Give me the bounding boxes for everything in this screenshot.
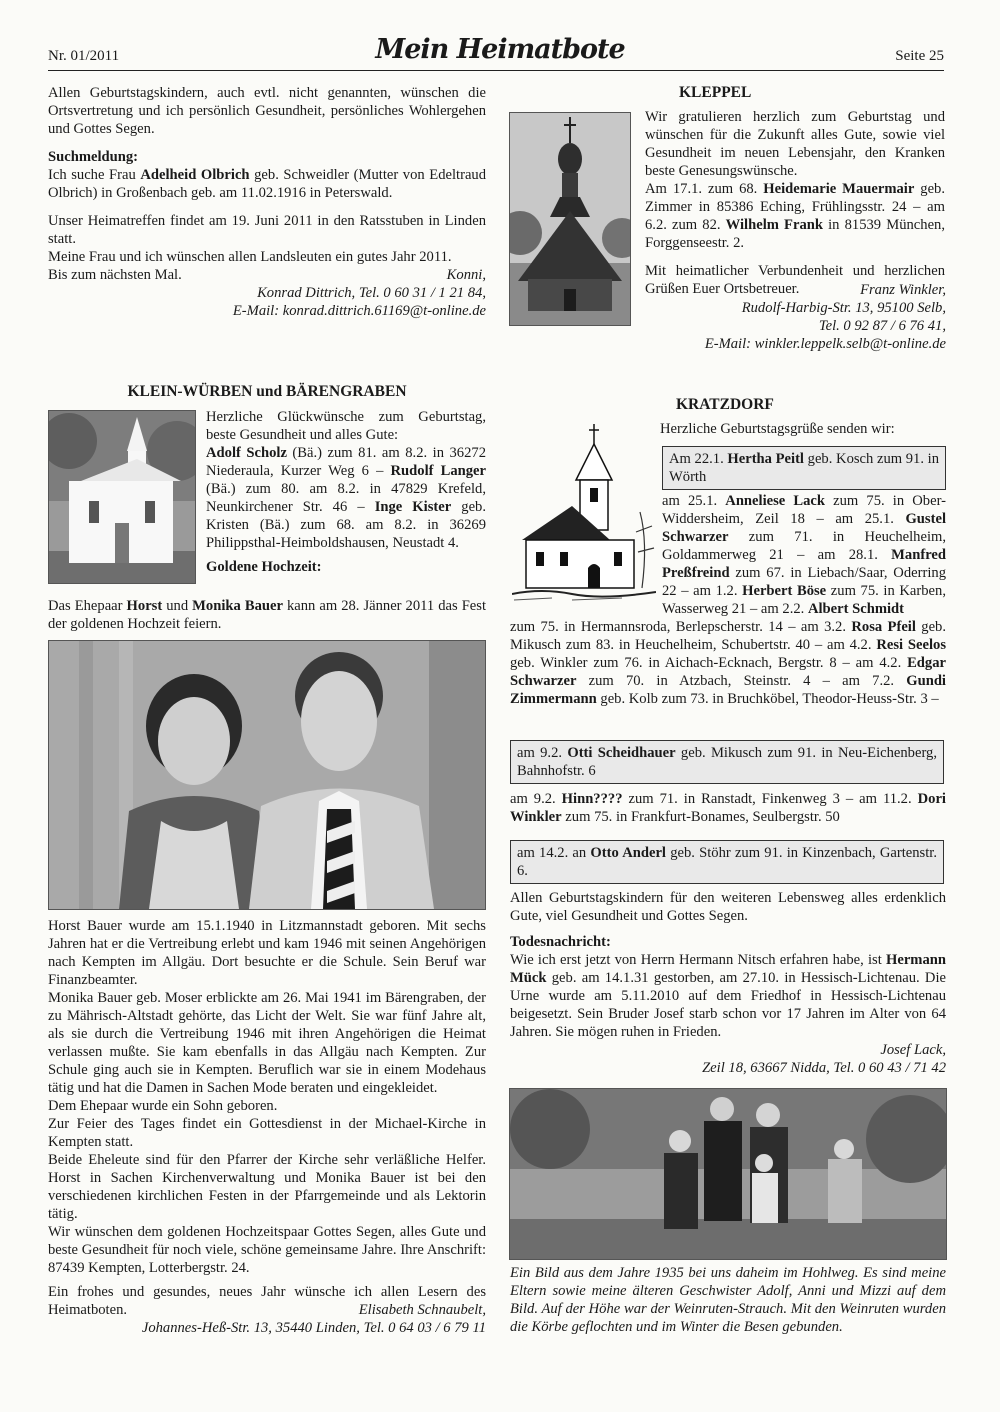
signature-email: E-Mail: konrad.dittrich.61169@t-online.de [232,303,486,319]
family-photo-caption: Ein Bild aus dem Jahre 1935 bei uns daheim im Hohlweg. Es sind meine Eltern sowie meine älteren Geschwister Adolf, Anni und Mizzi auf dem Bild. Auf der Höhe war der Weinruten-Strauch. Mit den Weinruten wurden die Körbe geflochten und im Winter die Besen gebunden. [510,1265,946,1335]
kleppel-sig-street: Rudolf-Harbig-Str. 13, 95100 Selb, [741,300,946,316]
until-text: Bis zum nächsten Mal. [48,267,182,283]
kleppel-closing: Mit heimatlicher Verbundenheit und herzlichen Grüßen Euer Ortsbetreuer. [645,263,945,297]
kratzdorf-list-c: am 9.2. Hinn???? zum 71. in Ranstadt, Finkenweg 3 – am 11.2. Dori Winkler zum 75. in Frankfurt-Bonames, Seulbergstr. 50 [510,791,946,825]
kleppel-section [645,84,945,298]
golden-wedding-intro: Das Ehepaar Horst und Monika Bauer kann am 28. Jänner 2011 das Fest der goldenen Hochzeit feiern. [48,598,487,632]
klein-wuerben-heading: KLEIN-WÜRBEN und BÄRENGRABEN [127,383,407,400]
header-rule [48,70,944,71]
closing-signature: Elisabeth Schnaubelt, [358,1302,486,1318]
bio-monika: Monika Bauer geb. Moser erblickte am 26. Mai 1941 im Bärengraben, der zu Mährisch-Altstadt gehörte, das Licht der Welt. Sie war fünf Jahre alt, als sie durch die Vertreibung 1946 mit ihren Angehörigen die Heimat verlassen mußte. Sie kam ebenfalls in das Allgäu nach Kempten. Zur Schule ging auch sie in Kempten. Beruflich war sie in einem Modehaus tätig und hat die Damen in Sachen Mode beraten und eingekleidet. [48,990,486,1096]
search-paragraph: Ich suche Frau Adelheid Olbrich geb. Schweidler (Mutter von Edeltraud Olbrich) in Großenbach geb. am 11.02.1916 in Peterswald. [48,167,487,201]
church-drawing [512,422,656,604]
wish-paragraph: Meine Frau und ich wünschen allen Landsleuten ein gutes Jahr 2011. [48,249,452,265]
intro-paragraph: Allen Geburtstagskindern, auch evtl. nicht genannten, wünschen die Ortsvertretung und ich persönlich Gesundheit, persönliches Wohlergehen und Gottes Segen. [48,85,486,137]
golden-wedding-heading: Goldene Hochzeit: [206,559,322,575]
death-notice-sig-address: Zeil 18, 63667 Nidda, Tel. 0 60 43 / 71 42 [702,1060,946,1076]
kratzdorf-closing: Allen Geburtstagskindern für den weiteren Lebensweg alles erdenklich Gute, viel Gesundheit und Gottes Segen. [510,890,946,924]
klein-wuerben-birthdays [206,408,486,576]
kleppel-sig-name: Franz Winkler, [860,282,946,298]
kw-intro: Herzliche Glückwünsche zum Geburtstag, beste Gesundheit und alles Gute: [206,409,486,443]
birthday-box-otti: am 9.2. Otti Scheidhauer geb. Mikusch zum 91. in Neu-Eichenberg, Bahnhofstr. 6 [510,740,944,784]
kleppel-heading: KLEPPEL [679,84,752,101]
issue-number: Nr. 01/2011 [48,48,120,64]
bio-horst: Horst Bauer wurde am 15.1.1940 in Litzmannstadt geboren. Mit sechs Jahren hat er die Vertreibung erlebt und kam 1946 mit seinen Angehörigen nach Kempten im Allgäu. Dort besuchte er die Schule. Sein Beruf war Finanzbeamter. [48,918,486,988]
golden-wedding-story [48,917,486,1337]
death-notice-sig-name: Josef Lack, [880,1042,946,1058]
kleppel-birthdays: Am 17.1. zum 68. Heidemarie Mauermair geb. Zimmer in 85386 Eching, Frühlingsstr. 24 – am 6.2. zum 82. Wilhelm Frank in 81539 München, Forggenseestr. 2. [645,181,945,251]
kratzdorf-list-a: am 25.1. Anneliese Lack zum 75. in Ober-Widdersheim, Zeil 18 – am 25.1. Gustel Schwarzer zum 71. in Heuchelheim, Goldammerweg 21 – am 28.1. Manfred Preßfreind zum 67. in Liebach/Saar, Oderring 22 – am 1.2. Herbert Böse zum 75. in Karben, Wasserweg 21 – am 2.2. Albert Schmidt [662,493,946,617]
signature-dittrich: Konrad Dittrich, Tel. 0 60 31 / 1 21 84, [257,285,486,301]
family-photo-1935 [509,1088,947,1260]
page-number: Seite 25 [895,48,944,64]
kratzdorf-intro: Herzliche Geburtstagsgrüße senden wir: [660,421,895,437]
closing-address: Johannes-Heß-Str. 13, 35440 Linden, Tel. 0 64 03 / 6 79 11 [141,1320,486,1336]
bio-service: Zur Feier des Tages findet ein Gottesdienst in der Michael-Kirche in Kempten statt. [48,1116,486,1150]
kratzdorf-top [660,396,946,438]
birthday-box-otto: am 14.2. an Otto Anderl geb. Stöhr zum 91. in Kinzenbach, Gartenstr. 6. [510,840,944,884]
death-notice-heading: Todesnachricht: [510,934,611,950]
closing-greeting: Ein frohes und gesundes, neues Jahr wünsche ich allen Lesern des Heimatboten. [48,1284,486,1318]
chapel-photo [48,410,196,584]
signature-konni: Konni, [446,267,486,283]
death-notice-text: Wie ich erst jetzt von Herrn Hermann Nitsch erfahren habe, ist Hermann Mück geb. am 14.1.31 gestorben, am 27.10. in Hessisch-Lichtenau. Die Urne wurde am 5.11.2010 auf dem Friedhof in Hessisch-Lichtenau beigesetzt. Sein Bruder Josef starb schon vor 17 Jahren im Alter von 64 Jahren. Sie mögen ruhen in Frieden. [510,952,946,1040]
birthday-box-hertha: Am 22.1. Hertha Peitl geb. Kosch zum 91. in Wörth [662,446,946,490]
kleppel-sig-phone: Tel. 0 92 87 / 6 76 41, [818,318,946,334]
kleppel-signature [520,281,946,353]
meeting-paragraph: Unser Heimatreffen findet am 19. Juni 2011 in den Ratsstuben in Linden statt. [48,213,486,247]
publication-title: Mein Heimatbote [375,34,625,65]
search-heading: Suchmeldung: [48,149,139,165]
kratzdorf-heading: KRATZDORF [676,396,774,413]
kw-birthday-list: Adolf Scholz (Bä.) zum 81. am 8.2. in 36272 Niederaula, Kurzer Weg 6 – Rudolf Langer (Bä.) zum 80. am 8.2. in 47829 Krefeld, Neunkirchener Str. 46 – Inge Kister geb. Kristen (Bä.) zum 68. am 8.2. in 36269 Philippsthal-Heimboldshausen, Neustadt 4. [206,445,487,551]
kleppel-sig-email: E-Mail: winkler.leppelk.selb@t-online.de [704,336,946,352]
bio-son: Dem Ehepaar wurde ein Sohn geboren. [48,1098,278,1114]
bio-wishes: Wir wünschen dem goldenen Hochzeitspaar Gottes Segen, alles Gute und beste Gesundheit für noch viele, schöne gemeinsame Jahre. Ihre Anschrift: 87439 Kempten, Lotterbergstr. 24. [48,1224,486,1276]
kratzdorf-closing-block [510,889,946,1077]
kleppel-intro: Wir gratulieren herzlich zum Geburtstag und wünschen für die Zukunft alles Gute, sowie viel Gesundheit im neuen Lebensjahr, den Kranken beste Genesungswünsche. [645,109,945,179]
left-top-block [48,84,486,320]
couple-photo [48,640,486,910]
bio-helpers: Beide Eheleute sind für den Pfarrer der Kirche sehr verläßliche Helfer. Horst in Sachen Kirchenverwaltung und Monika Bauer ist bei den verschiedenen kirchlichen Festen in der Pfarrgemeinde und als Lektorin tätig. [48,1152,486,1222]
kratzdorf-list-b: zum 75. in Hermannsroda, Berlepscherstr. 14 – am 3.2. Rosa Pfeil geb. Mikusch zum 83. in Heuchelheim, Schubertstr. 40 – am 4.2. Resi Seelos geb. Winkler zum 76. in Aichach-Ecknach, Bergstr. 8 – am 4.2. Edgar Schwarzer zum 70. in Atzbach, Steinstr. 4 – am 7.2. Gundi Zimmermann geb. Kolb zum 73. in Bruchköbel, Theodor-Heuss-Str. 3 – [510,619,946,707]
